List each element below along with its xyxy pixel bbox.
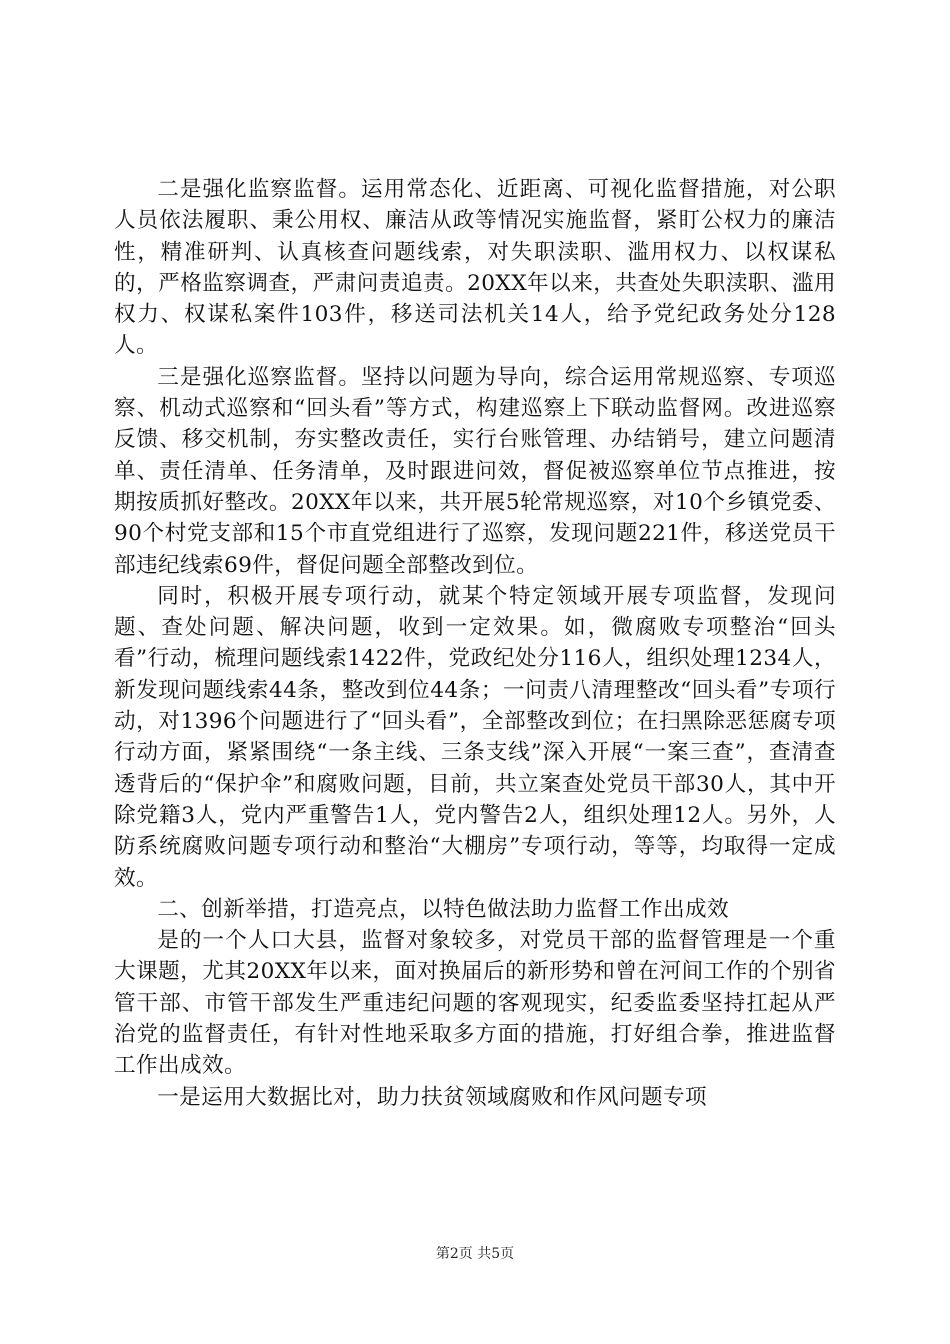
paragraph-county-context: 是的一个人口大县，监督对象较多，对党员干部的监督管理是一个重大课题，尤其20XX年以来，面对换届后的新形势和曾在河间工作的个别省管干部、市管干部发生严重违纪问题的客观现实，纪委监委坚持扛起从严治党的监督责任，有针对性地采取多方面的措施，打好组合拳，推进监督工作出成效。 (114, 928, 836, 1079)
paragraph-supervision: 二是强化监察监督。运用常态化、近距离、可视化监督措施，对公职人员依法履职、秉公用权、廉洁从政等情况实施监督，紧盯公权力的廉洁性，精准研判、认真核查问题线索，对失职渎职、滥用权力、以权谋私的，严格监察调查，严肃问责追责。20XX年以来，共查处失职渎职、滥用权力、权谋私案件103件，移送司法机关14人，给予党纪政务处分128人。 (114, 177, 836, 359)
page-footer: 第2页 共5页 (435, 1246, 515, 1262)
section-heading: 二、创新举措，打造亮点，以特色做法助力监督工作出成效 (157, 896, 730, 922)
paragraph-inspection: 三是强化巡察监督。坚持以问题为导向，综合运用常规巡察、专项巡察、机动式巡察和“回头看”等方式，构建巡察上下联动监督网。改进巡察反馈、移交机制，夯实整改责任，实行台账管理、办结销号，建立问题清单、责任清单、任务清单，及时跟进问效，督促被巡察单位节点推进，按期按质抓好整改。20XX年以来，共开展5轮常规巡察，对10个乡镇党委、90个村党支部和15个市直党组进行了巡察，发现问题221件，移送党员干部违纪线索69件，督促问题全部整改到位。 (114, 364, 836, 578)
paragraph-special-actions: 同时，积极开展专项行动，就某个特定领域开展专项监督，发现问题、查处问题、解决问题，收到一定效果。如，微腐败专项整治“回头看”行动，梳理问题线索1422件，党政纪处分116人，组织处理1234人，新发现问题线索44条，整改到位44条；一问责八清理整改“回头看”专项行动，对1396个问题进行了“回头看”，全部整改到位；在扫黑除恶惩腐专项行动方面，紧紧围绕“一条主线、三条支线”深入开展“一案三查”，查清查透背后的“保护伞”和腐败问题，目前，共立案查处党员干部30人，其中开除党籍3人，党内严重警告1人，党内警告2人，组织处理12人。另外，人防系统腐败问题专项行动和整治“大棚房”专项行动，等等，均取得一定成效。 (114, 583, 836, 891)
paragraph-big-data: 一是运用大数据比对，助力扶贫领域腐败和作风问题专项 (157, 1084, 708, 1110)
document-body (114, 174, 836, 1113)
